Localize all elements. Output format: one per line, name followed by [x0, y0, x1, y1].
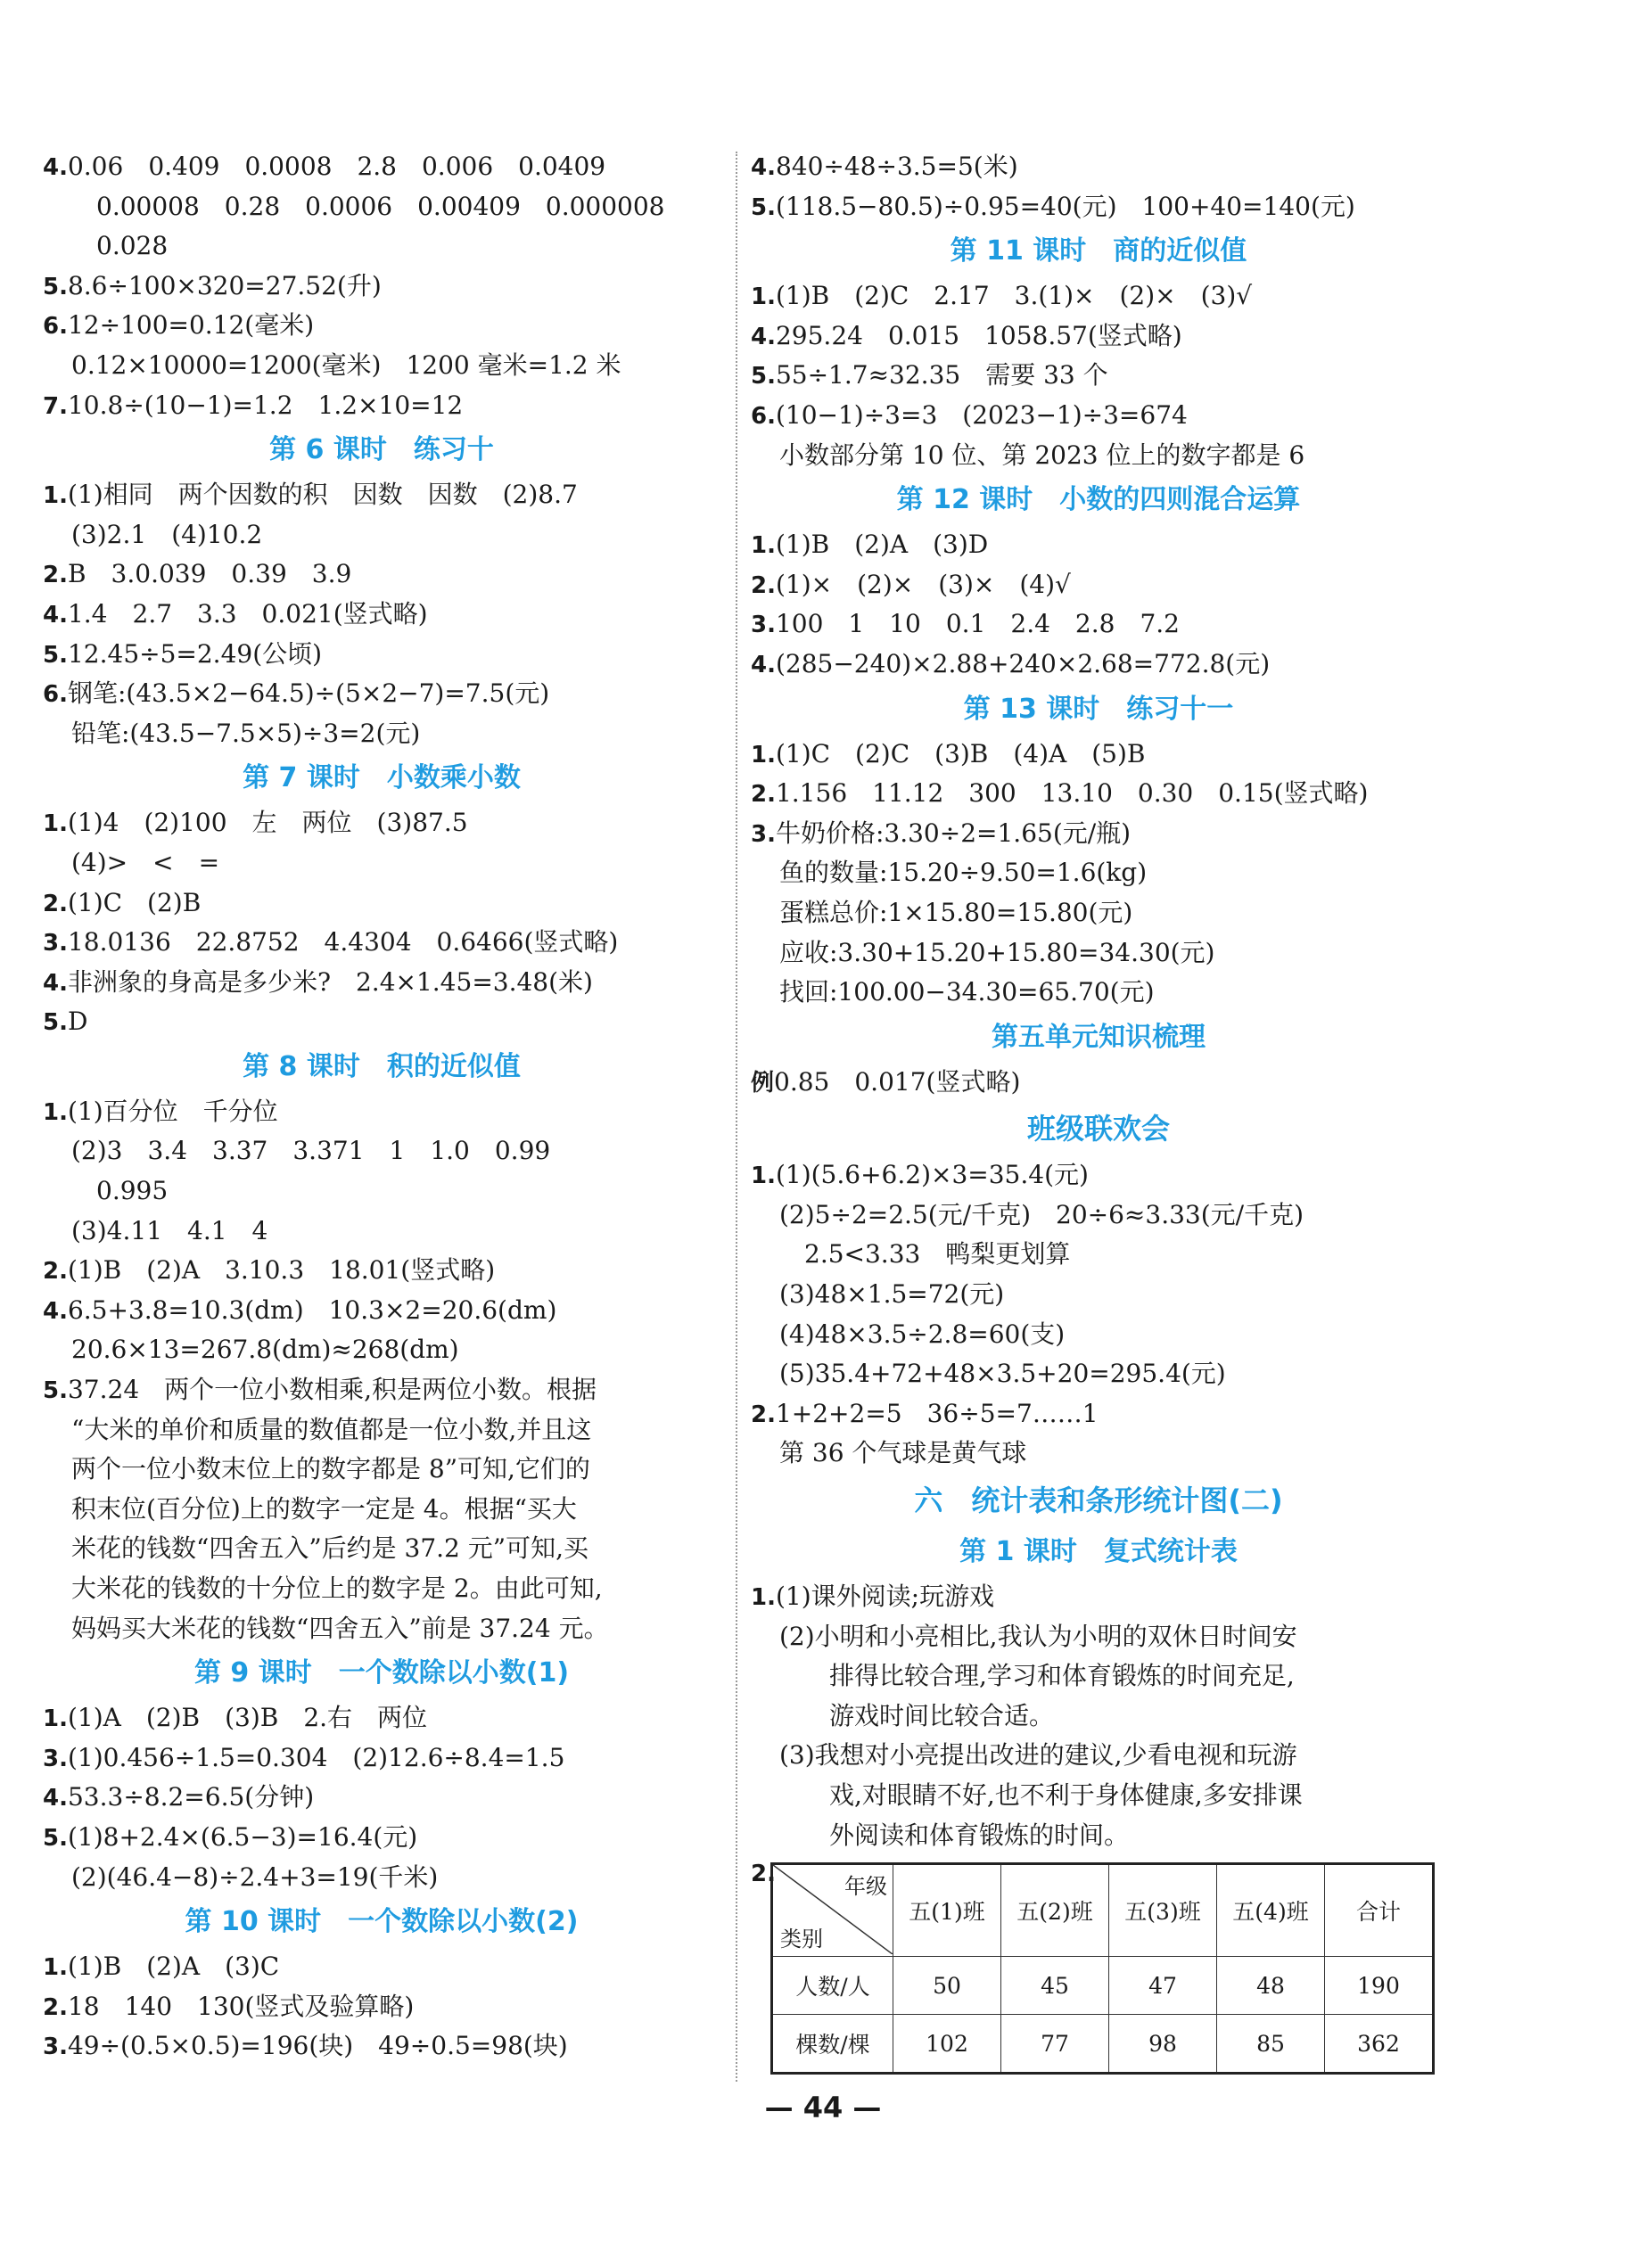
answer-text: 1.4 2.7 3.3 0.021(竖式略) — [67, 598, 428, 629]
answer-text: B 3.0.039 0.39 3.9 — [67, 559, 352, 589]
answer-line — [43, 1738, 720, 1779]
question-number: 6. — [43, 681, 68, 709]
answer-line — [43, 555, 720, 595]
answer-line — [751, 1196, 1446, 1236]
answer-text: (1)B (2)C 2.17 3.(1)× (2)× (3)√ — [775, 281, 1253, 311]
table-cell: 48 — [1217, 1957, 1325, 2015]
question-number: 1. — [43, 1098, 68, 1126]
answer-text: 0.85 0.017(竖式略) — [774, 1066, 1021, 1097]
answer-text: (1)8+2.4×(6.5−3)=16.4(元) — [67, 1821, 418, 1852]
left-column — [43, 147, 720, 2067]
answer-text: 6.5+3.8=10.3(dm) 10.3×2=20.6(dm) — [67, 1294, 557, 1325]
answer-text: 游戏时间比较合适。 — [829, 1700, 1055, 1730]
question-number: 5. — [43, 1377, 68, 1405]
answer-text: 18.0136 22.8752 4.4304 0.6466(竖式略) — [67, 927, 619, 957]
table-header-cell: 五(3)班 — [1109, 1864, 1217, 1957]
answer-line — [751, 316, 1446, 357]
answer-line — [43, 1131, 720, 1171]
question-number: 5. — [751, 363, 776, 390]
table-header-cell: 合计 — [1325, 1864, 1434, 1957]
answer-line — [751, 1697, 1446, 1737]
answer-line — [43, 923, 720, 963]
question-number: 3. — [43, 1745, 68, 1772]
answer-text: (1)B (2)A (3)C — [67, 1952, 280, 1982]
answer-line — [43, 1987, 720, 2027]
question-number: 4. — [43, 969, 68, 997]
answer-line — [751, 1063, 1446, 1103]
answer-text: 找回:100.00−34.30=65.70(元) — [779, 977, 1155, 1007]
table-header-cell: 五(4)班 — [1217, 1864, 1325, 1957]
right-column — [751, 147, 1446, 2060]
question-number: 7. — [43, 392, 68, 420]
answer-text: (1)C (2)B — [67, 887, 202, 917]
answer-line — [751, 973, 1446, 1013]
answer-line — [43, 1609, 720, 1649]
answer-text: 牛奶价格:3.30÷2=1.65(元/瓶) — [775, 818, 1132, 848]
answer-text: (1)× (2)× (3)× (4)√ — [775, 569, 1071, 599]
answer-text: (118.5−80.5)÷0.95=40(元) 100+40=140(元) — [775, 191, 1355, 221]
answer-text: (4)48×3.5÷2.8=60(支) — [779, 1319, 1066, 1349]
table-cell: 102 — [893, 2015, 1001, 2074]
answer-text: (2)(46.4−8)÷2.4+3=19(千米) — [71, 1861, 439, 1892]
question-number: 3. — [43, 930, 68, 957]
answer-line — [751, 1736, 1446, 1776]
answer-text: (10−1)÷3=3 (2023−1)÷3=674 — [775, 399, 1188, 430]
answer-line — [751, 187, 1446, 227]
answer-line — [43, 1450, 720, 1490]
answer-line — [751, 814, 1446, 854]
answer-line — [43, 1778, 720, 1818]
answer-text: 非洲象的身高是多少米? 2.4×1.45=3.48(米) — [67, 966, 593, 997]
answer-line — [43, 1529, 720, 1569]
answer-line — [43, 1410, 720, 1450]
section-heading: 六 统计表和条形统计图(二) — [914, 1483, 1283, 1518]
question-number: 2. — [43, 562, 68, 589]
answer-text: “大米的单价和质量的数值都是一位小数,并且这 — [71, 1414, 592, 1444]
question-number: 1. — [43, 810, 68, 838]
answer-text: (1)B (2)A 3.10.3 18.01(竖式略) — [67, 1255, 496, 1286]
question-number: 5. — [751, 193, 776, 221]
section-heading: 第 12 课时 小数的四则混合运算 — [896, 484, 1301, 516]
answer-text: (1)0.456÷1.5=0.304 (2)12.6÷8.4=1.5 — [67, 1742, 565, 1772]
answer-line — [43, 1858, 720, 1898]
question-number: 1. — [43, 1954, 68, 1982]
question-number: 2. — [751, 781, 776, 809]
answer-text: (4)> < = — [71, 847, 220, 877]
section-heading: 第 11 课时 商的近似值 — [950, 235, 1247, 267]
table-cell: 45 — [1001, 1957, 1109, 2015]
section-heading: 第 13 课时 练习十一 — [963, 693, 1234, 725]
table-cell: 190 — [1325, 1957, 1434, 2015]
question-number: 1. — [751, 532, 776, 560]
answer-line — [751, 1315, 1446, 1355]
answer-line — [751, 853, 1446, 893]
answer-line — [43, 346, 720, 386]
answer-text: 积末位(百分位)上的数字一定是 4。根据“买大 — [71, 1493, 577, 1524]
question-number: 5. — [43, 1824, 68, 1852]
answer-text: 20.6×13=267.8(dm)≈268(dm) — [71, 1335, 459, 1365]
answer-line — [43, 515, 720, 555]
answer-text: (1)百分位 千分位 — [67, 1096, 278, 1126]
table-cell: 85 — [1217, 2015, 1325, 2074]
answer-text: 0.12×10000=1200(毫米) 1200 毫米=1.2 米 — [71, 349, 621, 380]
answer-line — [751, 525, 1446, 565]
answer-line — [43, 963, 720, 1003]
question-number: 2. — [751, 1401, 776, 1428]
table-header-cell: 五(2)班 — [1001, 1864, 1109, 1957]
answer-text: 10.8÷(10−1)=1.2 1.2×10=12 — [67, 390, 464, 420]
answer-text: (2)3 3.4 3.37 3.371 1 1.0 0.99 — [71, 1136, 551, 1166]
answer-text: 蛋糕总价:1×15.80=15.80(元) — [779, 897, 1133, 927]
answer-line — [43, 595, 720, 635]
section-heading: 第 6 课时 练习十 — [269, 434, 494, 466]
answer-text: 排得比较合理,学习和体育锻炼的时间充足, — [829, 1661, 1295, 1691]
answer-text: 12.45÷5=2.49(公顷) — [67, 638, 323, 669]
answer-line — [751, 1656, 1446, 1697]
answer-line — [751, 774, 1446, 814]
table-row — [772, 2015, 1434, 2074]
answer-text: 铅笔:(43.5−7.5×5)÷3=2(元) — [71, 718, 421, 748]
answer-text: 8.6÷100×320=27.52(升) — [67, 270, 382, 300]
answer-line — [751, 645, 1446, 685]
answer-line — [43, 1171, 720, 1212]
question-number: 2. — [751, 571, 776, 599]
answer-line — [43, 1291, 720, 1331]
answer-line — [43, 1370, 720, 1410]
answer-line — [751, 356, 1446, 396]
answer-text: 53.3÷8.2=6.5(分钟) — [67, 1782, 315, 1812]
answer-text: (1)B (2)A (3)D — [775, 530, 989, 560]
answer-line — [43, 187, 720, 227]
answer-text: (3)4.11 4.1 4 — [71, 1215, 268, 1245]
answer-text: (3)我想对小亮提出改进的建议,少看电视和玩游 — [779, 1740, 1297, 1771]
answer-text: D — [67, 1007, 88, 1037]
answer-line — [751, 565, 1446, 605]
question-number: 4. — [43, 1297, 68, 1325]
answer-text: 0.00008 0.28 0.0006 0.00409 0.000008 — [96, 191, 665, 221]
answer-line — [751, 1394, 1446, 1434]
question-number: 1. — [751, 284, 776, 311]
question-number: 例 — [751, 1069, 775, 1097]
answer-line — [43, 1698, 720, 1738]
answer-line — [751, 1776, 1446, 1816]
table-cell: 362 — [1325, 2015, 1434, 2074]
answer-text: 49÷(0.5×0.5)=196(块) 49÷0.5=98(块) — [67, 2031, 568, 2061]
answer-line — [751, 147, 1446, 187]
answer-line — [43, 803, 720, 843]
answer-line — [751, 604, 1446, 645]
answer-line — [751, 735, 1446, 775]
answer-text: 第 36 个气球是黄气球 — [779, 1438, 1027, 1468]
answer-text: 0.995 — [96, 1176, 169, 1206]
question-number: 2. — [751, 1861, 776, 1888]
table-cell: 98 — [1109, 2015, 1217, 2074]
question-number: 1. — [43, 482, 68, 510]
answer-line — [43, 1947, 720, 1987]
answer-line — [43, 1330, 720, 1370]
answer-line — [43, 635, 720, 675]
answer-line — [43, 306, 720, 346]
answer-text: (3)2.1 (4)10.2 — [71, 519, 263, 549]
question-number: 2. — [43, 1258, 68, 1286]
answer-text: (5)35.4+72+48×3.5+20=295.4(元) — [779, 1359, 1226, 1389]
table-cell: 47 — [1109, 1957, 1217, 2015]
answer-line — [43, 714, 720, 754]
table-header-row — [772, 1864, 1434, 1957]
answer-text: 鱼的数量:15.20÷9.50=1.6(kg) — [779, 858, 1148, 888]
answer-text: 两个一位小数末位上的数字都是 8”可知,它们的 — [71, 1454, 590, 1484]
answer-text: 大米花的钱数的十分位上的数字是 2。由此可知, — [71, 1574, 603, 1603]
question-number: 4. — [43, 1785, 68, 1812]
table-cell: 50 — [893, 1957, 1001, 2015]
answer-text: 应收:3.30+15.20+15.80=34.30(元) — [779, 937, 1215, 967]
table-row-label: 人数/人 — [772, 1957, 893, 2015]
answer-text: (1)课外阅读;玩游戏 — [775, 1582, 995, 1612]
answer-line — [751, 276, 1446, 316]
answer-line — [751, 1816, 1446, 1856]
question-number: 3. — [751, 820, 776, 848]
answer-text: 55÷1.7≈32.35 需要 33 个 — [775, 360, 1108, 390]
answer-text: 100 1 10 0.1 2.4 2.8 7.2 — [775, 609, 1180, 639]
answer-text: (1)相同 两个因数的积 因数 因数 (2)8.7 — [67, 480, 578, 510]
section-heading: 第 1 课时 复式统计表 — [959, 1536, 1238, 1568]
question-number: 3. — [43, 2034, 68, 2061]
table-corner-cell — [772, 1864, 893, 1957]
section-heading: 第 7 课时 小数乘小数 — [243, 762, 521, 794]
answer-line — [43, 475, 720, 515]
page-number: — 44 — — [764, 2091, 882, 2124]
answer-line — [43, 883, 720, 924]
question-number: 5. — [43, 641, 68, 669]
statistics-table-block — [751, 1855, 1446, 2060]
answer-line — [751, 1275, 1446, 1315]
answer-text: (3)48×1.5=72(元) — [779, 1279, 1005, 1310]
answer-text: 0.06 0.409 0.0008 2.8 0.006 0.0409 — [67, 152, 606, 181]
answer-line — [751, 1155, 1446, 1196]
answer-line — [43, 386, 720, 426]
answer-text: (2)5÷2=2.5(元/千克) 20÷6≈3.33(元/千克) — [779, 1199, 1304, 1229]
answer-text: 戏,对眼睛不好,也不利于身体健康,多安排课 — [829, 1780, 1303, 1810]
answer-line — [43, 1092, 720, 1132]
answer-text: (1)(5.6+6.2)×3=35.4(元) — [775, 1160, 1089, 1190]
answer-line — [43, 147, 720, 187]
corner-label-top: 年级 — [844, 1874, 887, 1900]
answer-text: 外阅读和体育锻炼的时间。 — [829, 1820, 1130, 1850]
question-number: 6. — [751, 402, 776, 430]
corner-label-bottom: 类别 — [780, 1927, 823, 1952]
answer-line — [751, 436, 1446, 476]
question-number: 4. — [43, 154, 68, 181]
answer-line — [43, 226, 720, 267]
question-number: 1. — [751, 741, 776, 768]
answer-text: 2.5<3.33 鸭梨更划算 — [804, 1239, 1071, 1270]
question-number: 1. — [43, 1705, 68, 1733]
answer-line — [751, 1434, 1446, 1474]
table-cell: 77 — [1001, 2015, 1109, 2074]
answer-line — [751, 893, 1446, 933]
answer-text: 18 140 130(竖式及验算略) — [67, 1991, 415, 2021]
answer-text: (1)A (2)B (3)B 2.右 两位 — [67, 1703, 428, 1733]
question-number: 4. — [751, 154, 776, 181]
statistics-table — [770, 1862, 1435, 2075]
answer-line — [751, 1235, 1446, 1275]
answer-line — [43, 843, 720, 883]
answer-line — [751, 1577, 1446, 1617]
answer-text: 妈妈买大米花的钱数“四舍五入”前是 37.24 元。 — [71, 1613, 609, 1643]
column-divider — [736, 152, 737, 2082]
question-number: 3. — [751, 612, 776, 639]
answer-text: 12÷100=0.12(毫米) — [67, 310, 315, 341]
section-heading: 班级联欢会 — [1026, 1112, 1170, 1146]
answer-line — [43, 1002, 720, 1042]
question-number: 1. — [751, 1584, 776, 1612]
question-number: 5. — [43, 273, 68, 300]
table-header-cell: 五(1)班 — [893, 1864, 1001, 1957]
answer-text: 1.156 11.12 300 13.10 0.30 0.15(竖式略) — [775, 778, 1369, 809]
answer-line — [751, 933, 1446, 974]
answer-text: 小数部分第 10 位、第 2023 位上的数字都是 6 — [779, 440, 1305, 470]
question-number: 5. — [43, 1009, 68, 1037]
section-heading: 第 9 课时 一个数除以小数(1) — [193, 1657, 570, 1689]
answer-line — [751, 1617, 1446, 1657]
answer-text: 1+2+2=5 36÷5=7……1 — [775, 1398, 1099, 1428]
answer-text: (285−240)×2.88+240×2.68=772.8(元) — [775, 648, 1271, 678]
answer-line — [43, 2026, 720, 2067]
answer-text: 米花的钱数“四舍五入”后约是 37.2 元”可知,买 — [71, 1533, 588, 1564]
answer-text: (1)4 (2)100 左 两位 (3)87.5 — [67, 808, 468, 838]
answer-text: 295.24 0.015 1058.57(竖式略) — [775, 320, 1182, 350]
answer-line — [43, 674, 720, 714]
answer-text: 37.24 两个一位小数相乘,积是两位小数。根据 — [67, 1375, 597, 1405]
question-number: 4. — [751, 651, 776, 678]
answer-text: 840÷48÷3.5=5(米) — [775, 152, 1018, 181]
answer-line — [43, 1251, 720, 1291]
answer-line — [43, 1818, 720, 1858]
question-number: 1. — [751, 1163, 776, 1190]
answer-line — [43, 267, 720, 307]
question-number: 2. — [43, 890, 68, 917]
answer-text: (1)C (2)C (3)B (4)A (5)B — [775, 738, 1146, 768]
answer-line — [43, 1490, 720, 1530]
table-row-label: 棵数/棵 — [772, 2015, 893, 2074]
answer-line — [751, 396, 1446, 436]
answer-text: 钢笔:(43.5×2−64.5)÷(5×2−7)=7.5(元) — [67, 678, 550, 709]
answer-line — [43, 1569, 720, 1609]
question-number: 4. — [751, 323, 776, 350]
section-heading: 第 8 课时 积的近似值 — [243, 1050, 521, 1082]
section-heading: 第 10 课时 一个数除以小数(2) — [185, 1906, 579, 1938]
answer-line — [751, 1354, 1446, 1394]
section-heading: 第五单元知识梳理 — [992, 1021, 1206, 1053]
table-row — [772, 1957, 1434, 2015]
question-number: 4. — [43, 601, 68, 629]
answer-text: (2)小明和小亮相比,我认为小明的双休日时间安 — [779, 1621, 1297, 1651]
question-number: 6. — [43, 313, 68, 341]
answer-line — [43, 1212, 720, 1252]
answer-text: 0.028 — [96, 231, 169, 261]
question-number: 2. — [43, 1993, 68, 2021]
